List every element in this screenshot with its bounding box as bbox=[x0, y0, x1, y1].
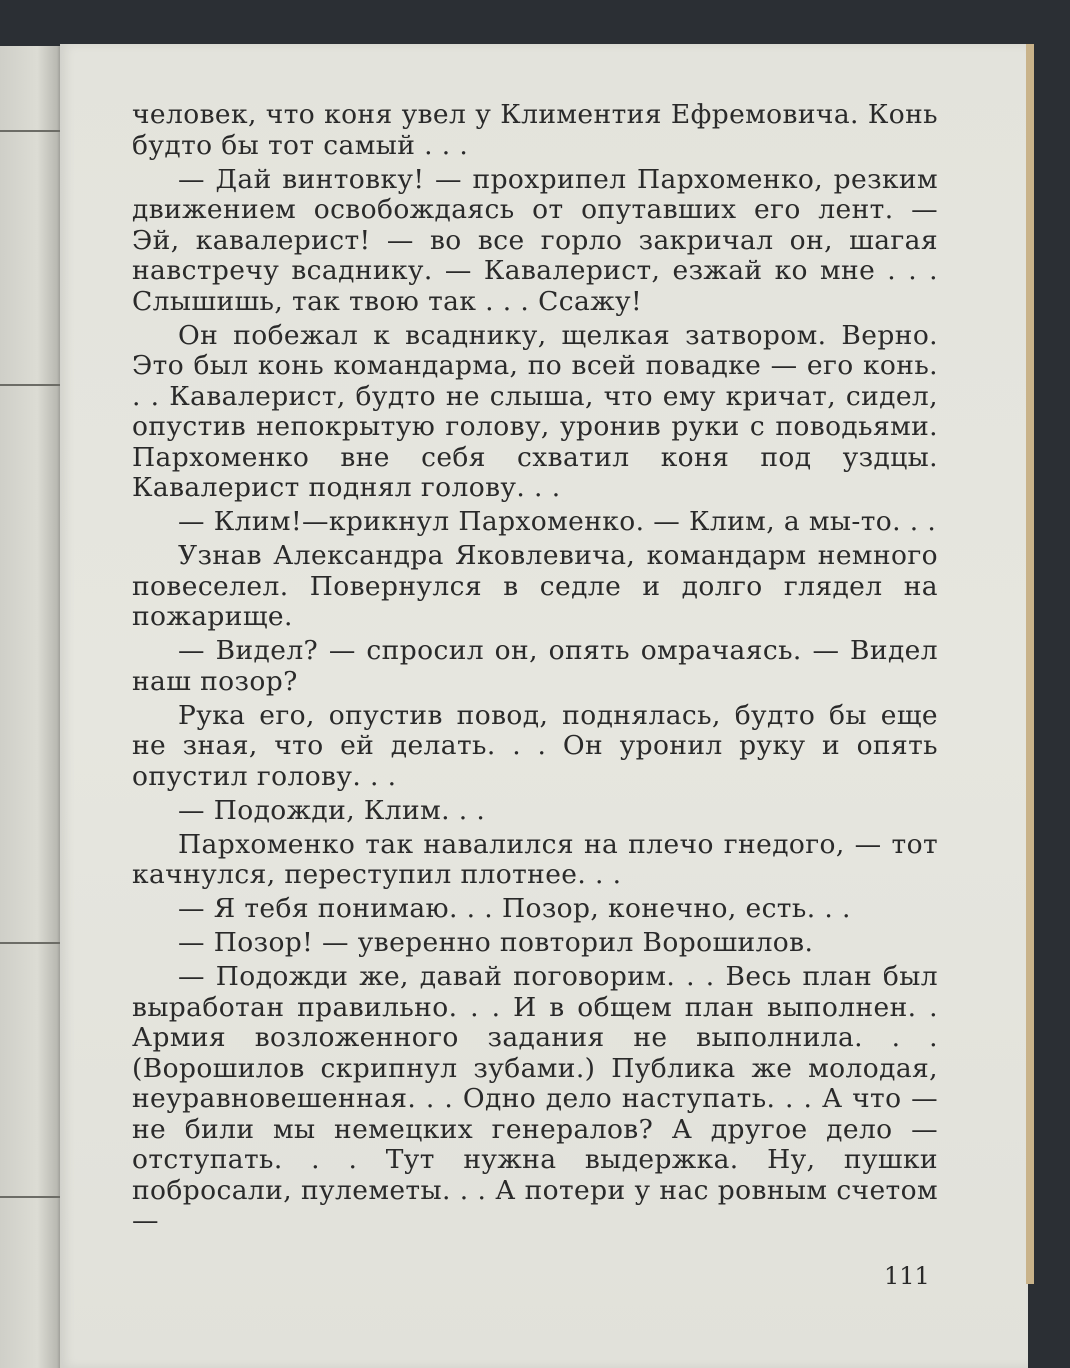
paragraph: человек, что коня увел у Климентия Ефремовича. Конь будто бы тот самый . . . bbox=[132, 99, 938, 161]
paragraph: Он побежал к всаднику, щелкая затвором. Верно. Это был конь командарма, по всей повадке — его конь. . . Кавалерист, будто не слыша, что ему кричат, сидел, опустив непокрытую голову, уронив руки с поводьями. Пархоменко вне себя схватил коня под уздцы. Кавалерист поднял голову. . . bbox=[132, 319, 938, 503]
paragraph: — Дай винтовку! — прохрипел Пархоменко, резким движением освобождаясь от опутавших его лент. — Эй, кавалерист! — во все горло закричал он, шагая навстречу всаднику. — Кавалерист, езжай ко мне . . . Слышишь, так твою так . . . Ссажу! bbox=[132, 163, 938, 317]
left-page-edge bbox=[0, 46, 62, 1368]
page-edge bbox=[1026, 44, 1034, 1284]
page-number: 111 bbox=[884, 1262, 930, 1290]
paragraph: — Клим!—крикнул Пархоменко. — Клим, а мы-то. . . bbox=[178, 506, 937, 537]
paragraph: — Видел? — спросил он, опять омрачаясь. — Видел наш позор? bbox=[132, 635, 938, 697]
paragraph: Пархоменко так навалился на плечо гнедого, — тот качнулся, переступил плотнее. . . bbox=[132, 828, 938, 890]
paragraph: — Подожди, Клим. . . bbox=[178, 794, 486, 826]
paragraph: — Позор! — уверенно повторил Ворошилов. bbox=[178, 927, 814, 958]
paragraph: — Подожди же, давай поговорим. . . Весь план был выработан правильно. . . И в общем план выполнен. . Армия возложенного задания не выполнила. . . (Ворошилов скрипнул зубами.) Публика же молодая, неуравновешенная. . . Одно дело наступать. . . А что — не били мы немецких генералов? А другое дело — отступать. . . Тут нужна выдержка. Ну, пушки побросали, пулеметы. . . А потери у нас ровным счетом — bbox=[132, 961, 938, 1236]
paragraph: — Я тебя понимаю. . . Позор, конечно, есть. . . bbox=[178, 893, 851, 924]
body-text bbox=[132, 100, 938, 1237]
paragraph: Рука его, опустив повод, поднялась, будто бы еще не зная, что ей делать. . . Он уронил руку и опять опустил голову. . . bbox=[132, 699, 938, 792]
paragraph: Узнав Александра Яковлевича, командарм немного повеселел. Повернулся в седле и долго глядел на пожарище. bbox=[132, 540, 938, 632]
